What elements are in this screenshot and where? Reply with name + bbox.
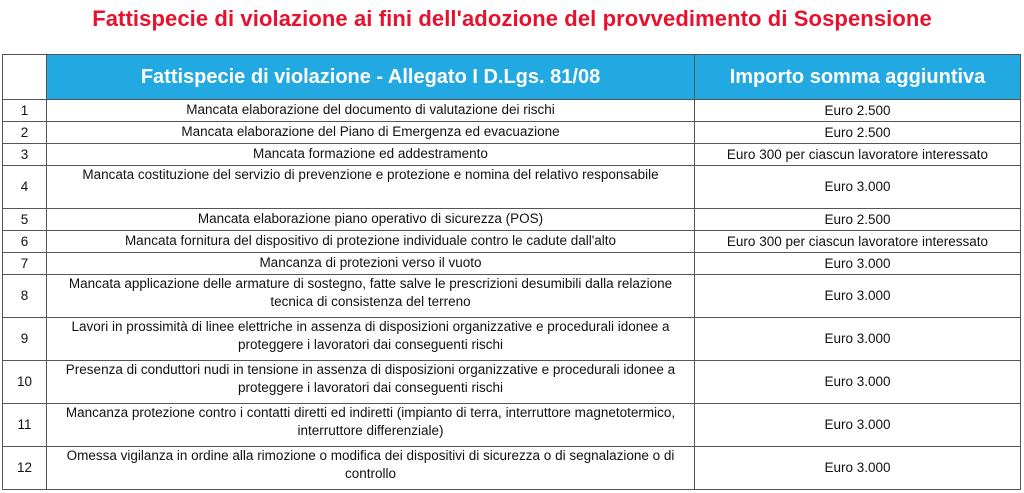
row-amount: Euro 300 per ciascun lavoratore interessato bbox=[695, 231, 1021, 253]
row-number: 5 bbox=[3, 209, 47, 231]
row-amount: Euro 3.000 bbox=[695, 447, 1021, 490]
row-number: 12 bbox=[3, 447, 47, 490]
row-number: 7 bbox=[3, 253, 47, 275]
table-row bbox=[3, 122, 1021, 144]
header-amount: Importo somma aggiuntiva bbox=[695, 55, 1021, 100]
row-number: 8 bbox=[3, 275, 47, 318]
table-row bbox=[3, 361, 1021, 404]
row-amount: Euro 3.000 bbox=[695, 166, 1021, 209]
row-violation: Omessa vigilanza in ordine alla rimozione o modifica dei dispositivi di sicurezza o di segnalazione o di controllo bbox=[47, 447, 695, 490]
row-violation: Mancata applicazione delle armature di sostegno, fatte salve le prescrizioni desumibili dalla relazione tecnica di consistenza del terreno bbox=[47, 275, 695, 318]
row-number: 9 bbox=[3, 318, 47, 361]
table-row bbox=[3, 231, 1021, 253]
table-header-row bbox=[3, 55, 1021, 100]
row-amount: Euro 3.000 bbox=[695, 318, 1021, 361]
row-amount: Euro 3.000 bbox=[695, 361, 1021, 404]
table-row bbox=[3, 275, 1021, 318]
table-row bbox=[3, 144, 1021, 166]
table-row bbox=[3, 166, 1021, 209]
row-number: 1 bbox=[3, 100, 47, 122]
table-row bbox=[3, 209, 1021, 231]
table-row bbox=[3, 404, 1021, 447]
row-number: 11 bbox=[3, 404, 47, 447]
row-number: 6 bbox=[3, 231, 47, 253]
row-violation: Mancanza di protezioni verso il vuoto bbox=[47, 253, 695, 275]
row-number: 10 bbox=[3, 361, 47, 404]
row-violation: Mancanza protezione contro i contatti diretti ed indiretti (impianto di terra, interruttore magnetotermico, interruttore differenziale) bbox=[47, 404, 695, 447]
row-violation: Mancata costituzione del servizio di prevenzione e protezione e nomina del relativo responsabile bbox=[47, 166, 695, 209]
row-violation: Presenza di conduttori nudi in tensione in assenza di disposizioni organizzative e procedurali idonee a proteggere i lavoratori dai conseguenti rischi bbox=[47, 361, 695, 404]
table-row bbox=[3, 100, 1021, 122]
table-row bbox=[3, 447, 1021, 490]
table-row bbox=[3, 318, 1021, 361]
row-number: 2 bbox=[3, 122, 47, 144]
row-amount: Euro 300 per ciascun lavoratore interessato bbox=[695, 144, 1021, 166]
row-violation: Mancata elaborazione piano operativo di sicurezza (POS) bbox=[47, 209, 695, 231]
row-amount: Euro 3.000 bbox=[695, 275, 1021, 318]
row-amount: Euro 3.000 bbox=[695, 404, 1021, 447]
header-violation: Fattispecie di violazione - Allegato I D.Lgs. 81/08 bbox=[47, 55, 695, 100]
row-amount: Euro 2.500 bbox=[695, 209, 1021, 231]
document-title: Fattispecie di violazione ai fini dell'adozione del provvedimento di Sospensione bbox=[92, 6, 932, 31]
row-number: 3 bbox=[3, 144, 47, 166]
row-violation: Mancata fornitura del dispositivo di protezione individuale contro le cadute dall'alto bbox=[47, 231, 695, 253]
row-violation: Mancata formazione ed addestramento bbox=[47, 144, 695, 166]
row-amount: Euro 2.500 bbox=[695, 122, 1021, 144]
row-violation: Lavori in prossimità di linee elettriche in assenza di disposizioni organizzative e procedurali idonee a proteggere i lavoratori dai conseguenti rischi bbox=[47, 318, 695, 361]
row-number: 4 bbox=[3, 166, 47, 209]
violations-table bbox=[2, 54, 1021, 490]
table-row bbox=[3, 253, 1021, 275]
row-amount: Euro 2.500 bbox=[695, 100, 1021, 122]
row-violation: Mancata elaborazione del documento di valutazione dei rischi bbox=[47, 100, 695, 122]
header-number-cell bbox=[3, 55, 47, 100]
row-amount: Euro 3.000 bbox=[695, 253, 1021, 275]
row-violation: Mancata elaborazione del Piano di Emergenza ed evacuazione bbox=[47, 122, 695, 144]
